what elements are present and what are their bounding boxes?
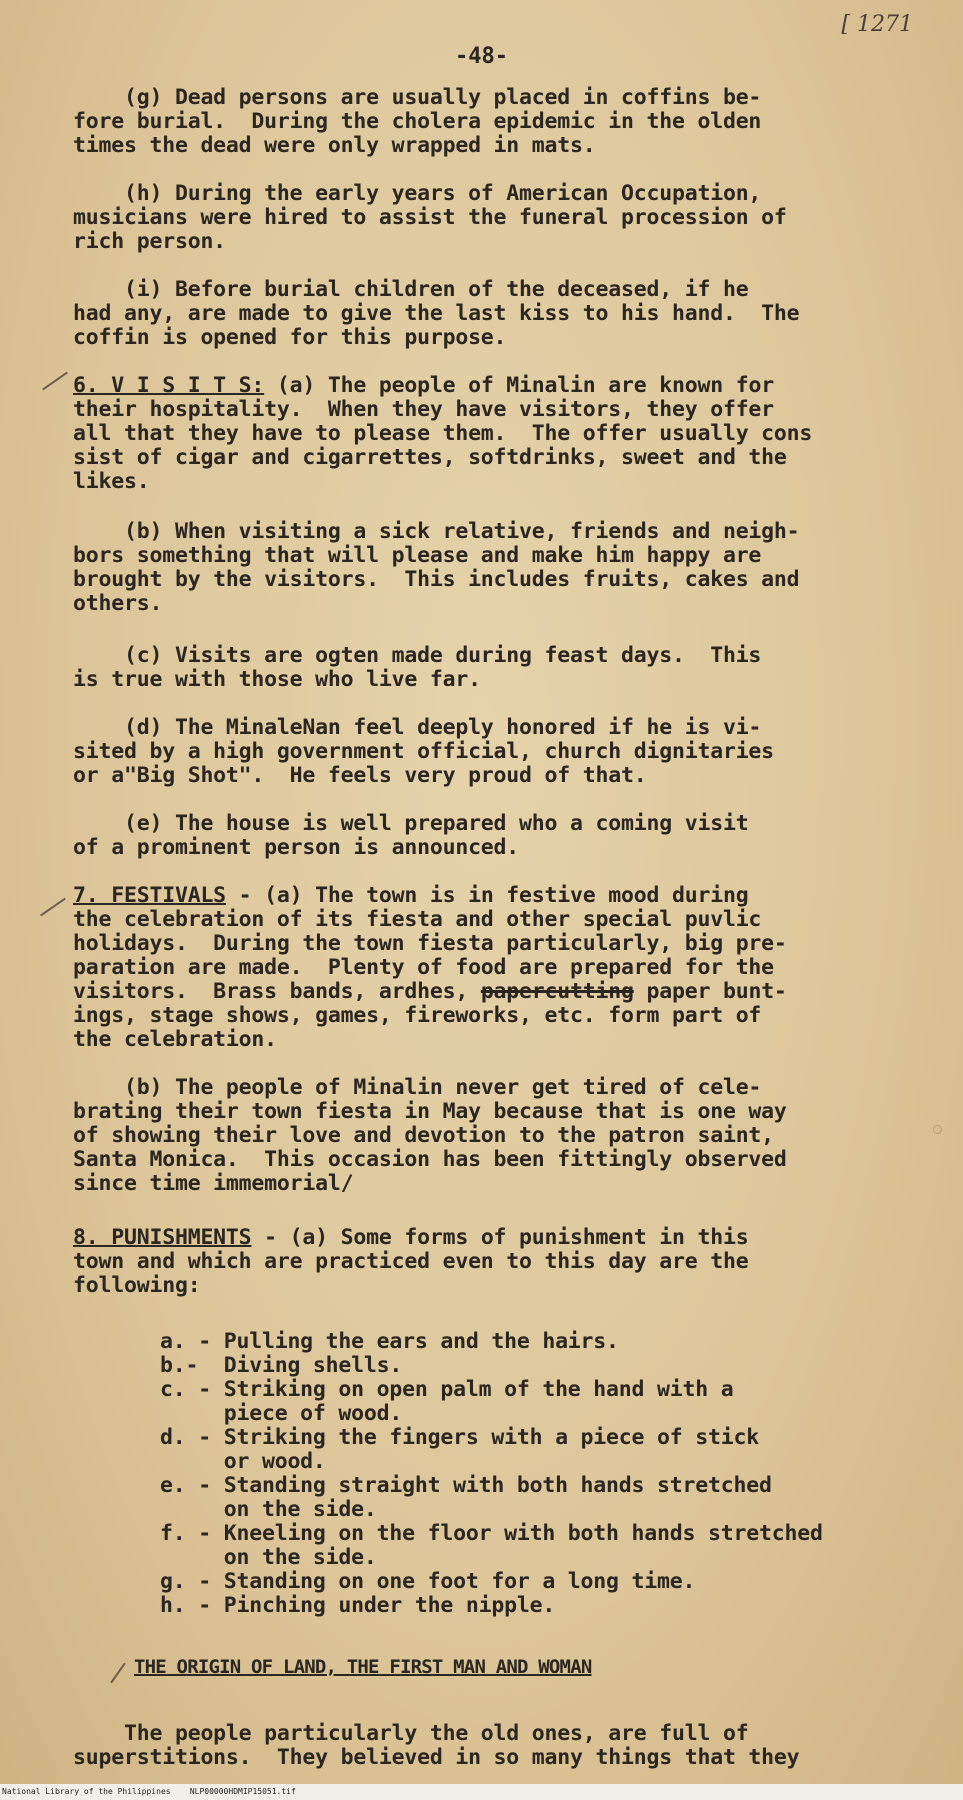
- paragraph-g: (g) Dead persons are usually placed in coffins be- fore burial. During the cholera epidemic in the olden times the dead were only wrapped in mats.: [73, 85, 762, 158]
- paragraph-visits-c: (c) Visits are ogten made during feast days. This is true with those who live far.: [73, 643, 762, 692]
- punishment-list: a. - Pulling the ears and the hairs. b.- Diving shells. c. - Striking on open palm of the hand with a piece of wood. d. - Striking the fingers with a piece of stick or wood. e. - Standing straight with both hands stretched on the side. f. - Kneeling on the floor with both hands stretched on the side. g. - Standing on one foot for a long time. h. - Pinching under the nipple.: [160, 1329, 823, 1618]
- margin-check-mark: [42, 372, 68, 391]
- section-festivals: [73, 884, 933, 1052]
- struck-word: papercutting: [480, 979, 634, 1004]
- paragraph-origin: The people particularly the old ones, are full of superstitions. They believed in so many things that they: [73, 1721, 800, 1770]
- paragraph-visits-a: (a) The people of Minalin are known for their hospitality. When they have visitors, they offer all that they have to please them. The offer usually cons sist of cigar and cigarrettes, softdrinks, sweet and the likes.: [73, 373, 813, 494]
- section-visits: [73, 374, 933, 494]
- section-heading-punishments: 8. PUNISHMENTS: [73, 1225, 252, 1250]
- paragraph-festivals-a-cont: paper bunt- ings, stage shows, games, fireworks, etc. form part of the celebration.: [73, 979, 787, 1052]
- paragraph-festivals-b: (b) The people of Minalin never get tired of cele- brating their town fiesta in May because that is one way of showing their love and devotion to the patron saint, Santa Monica. This occasion has been fittingly observed since time immemorial/: [73, 1075, 787, 1196]
- punch-hole: [933, 1125, 942, 1134]
- section-heading-festivals: 7. FESTIVALS: [73, 883, 226, 908]
- handwritten-annotation: [ 1271: [841, 12, 913, 37]
- section-heading-visits: 6. V I S I T S:: [73, 373, 265, 398]
- paragraph-punishments-a: - (a) Some forms of punishment in this town and which are practiced even to this day are the following:: [73, 1225, 749, 1298]
- paragraph-visits-d: (d) The MinaleNan feel deeply honored if he is vi- sited by a high government official, church dignitaries or a"Big Shot". He feels very proud of that.: [73, 715, 774, 788]
- paragraph-visits-b: (b) When visiting a sick relative, friends and neigh- bors something that will please and make him happy are brought by the visitors. This includes fruits, cakes and others.: [73, 519, 800, 616]
- paragraph-visits-e: (e) The house is well prepared who a coming visit of a prominent person is announced.: [73, 811, 749, 860]
- section-heading-origin: THE ORIGIN OF LAND, THE FIRST MAN AND WOMAN: [134, 1656, 592, 1678]
- paragraph-i: (i) Before burial children of the deceased, if he had any, are made to give the last kiss to his hand. The coffin is opened for this purpose.: [73, 277, 800, 350]
- margin-check-mark: [110, 1663, 125, 1684]
- paragraph-h: (h) During the early years of American Occupation, musicians were hired to assist the funeral procession of rich person.: [73, 181, 787, 254]
- paragraph-festivals-a: - (a) The town is in festive mood during the celebration of its fiesta and other special puvlic holidays. During the town fiesta particularly, big pre- paration are made. Plenty of food are prepared for the visitors. Brass bands, ardhes,: [73, 883, 787, 1004]
- margin-check-mark: [40, 898, 66, 917]
- page-number: -48-: [455, 44, 508, 69]
- section-punishments: [73, 1226, 933, 1298]
- scan-footer: National Library of the Philippines NLP00000HDMIP15051.tif: [0, 1784, 963, 1800]
